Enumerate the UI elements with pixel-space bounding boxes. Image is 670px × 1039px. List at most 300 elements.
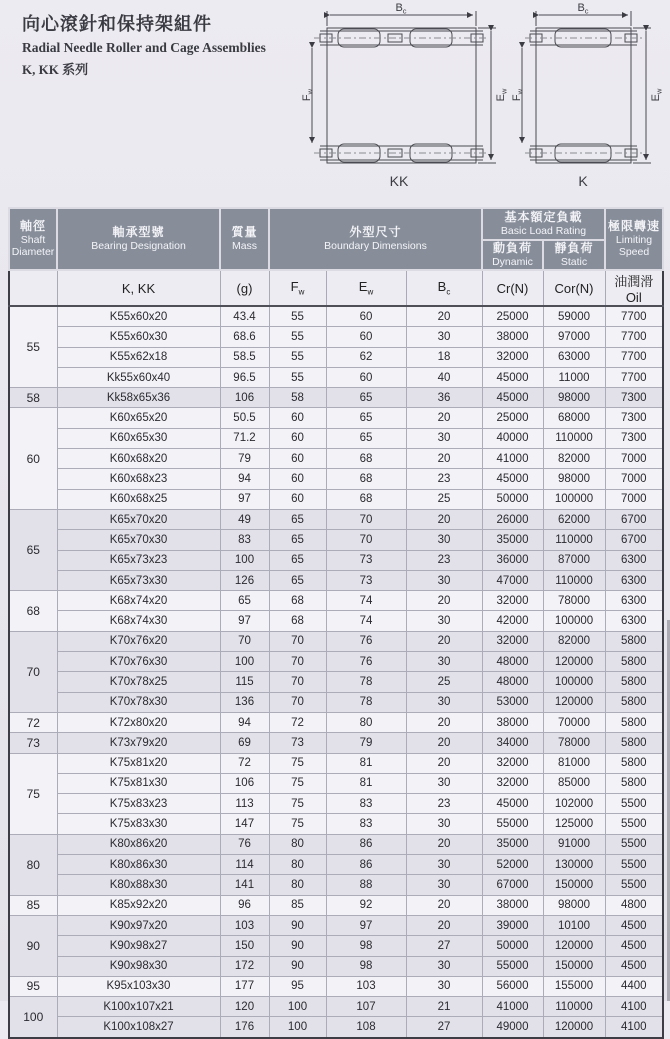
cell-bc: 20 (406, 449, 482, 469)
cell-fw: 55 (269, 327, 326, 347)
cell-designation: K75x81x30 (57, 773, 220, 793)
cell-cr: 40000 (482, 428, 543, 448)
cell-mass: 126 (220, 570, 269, 590)
cell-cr: 38000 (482, 327, 543, 347)
cell-fw: 70 (269, 672, 326, 692)
cell-cor: 120000 (543, 936, 605, 956)
cell-cr: 49000 (482, 1017, 543, 1038)
table-row (9, 672, 663, 692)
cell-ew: 108 (326, 1017, 406, 1038)
cell-ew: 78 (326, 672, 406, 692)
cell-bc: 20 (406, 753, 482, 773)
cell-designation: K55x60x20 (57, 306, 220, 327)
cell-ew: 98 (326, 956, 406, 976)
table-row (9, 936, 663, 956)
cell-designation: K90x98x27 (57, 936, 220, 956)
cell-cr: 35000 (482, 834, 543, 854)
cell-ew: 65 (326, 428, 406, 448)
cell-fw: 75 (269, 773, 326, 793)
cell-designation: K55x60x30 (57, 327, 220, 347)
cell-designation: K65x73x30 (57, 570, 220, 590)
cell-mass: 49 (220, 509, 269, 529)
cell-fw: 68 (269, 591, 326, 611)
cell-bc: 25 (406, 672, 482, 692)
cell-cor: 130000 (543, 855, 605, 875)
cell-fw: 65 (269, 570, 326, 590)
cell-cr: 55000 (482, 956, 543, 976)
page-title: 向心滾針和保持架組件 (22, 14, 212, 34)
cell-cr: 32000 (482, 631, 543, 651)
cell-ew: 74 (326, 611, 406, 631)
cell-bc: 30 (406, 692, 482, 712)
cell-fw: 80 (269, 875, 326, 895)
cell-designation: K65x73x23 (57, 550, 220, 570)
cell-speed: 7000 (605, 469, 663, 489)
cell-designation: K70x76x30 (57, 652, 220, 672)
table-row (9, 550, 663, 570)
table-row (9, 915, 663, 935)
cell-cr: 56000 (482, 976, 543, 996)
cell-cr: 32000 (482, 773, 543, 793)
table-row (9, 530, 663, 550)
cell-ew: 68 (326, 449, 406, 469)
header-bearing-designation: 軸承型號 Bearing Designation (57, 208, 220, 270)
cell-mass: 115 (220, 672, 269, 692)
cell-bc: 20 (406, 631, 482, 651)
cell-shaft-diameter: 58 (9, 388, 57, 408)
cell-bc: 20 (406, 509, 482, 529)
cell-mass: 150 (220, 936, 269, 956)
cell-speed: 5500 (605, 875, 663, 895)
cell-cr: 48000 (482, 652, 543, 672)
cell-designation: K65x70x20 (57, 509, 220, 529)
cell-mass: 71.2 (220, 428, 269, 448)
cell-designation: K75x83x30 (57, 814, 220, 834)
cell-cor: 98000 (543, 469, 605, 489)
cell-mass: 100 (220, 652, 269, 672)
cell-speed: 5500 (605, 794, 663, 814)
table-row (9, 509, 663, 529)
cell-mass: 136 (220, 692, 269, 712)
cell-ew: 74 (326, 591, 406, 611)
cell-cor: 62000 (543, 509, 605, 529)
cell-bc: 20 (406, 306, 482, 327)
cell-ew: 92 (326, 895, 406, 915)
subheader-cor: Cor(N) (543, 270, 605, 306)
table-row (9, 489, 663, 509)
cell-speed: 4100 (605, 997, 663, 1017)
cell-mass: 97 (220, 611, 269, 631)
cell-ew: 81 (326, 753, 406, 773)
cell-speed: 7700 (605, 367, 663, 387)
cell-mass: 114 (220, 855, 269, 875)
cell-designation: K68x74x30 (57, 611, 220, 631)
cell-fw: 90 (269, 956, 326, 976)
table-row (9, 895, 663, 915)
cell-mass: 106 (220, 773, 269, 793)
cell-cr: 53000 (482, 692, 543, 712)
table-row (9, 753, 663, 773)
cell-cor: 98000 (543, 388, 605, 408)
cell-speed: 5800 (605, 672, 663, 692)
cell-mass: 70 (220, 631, 269, 651)
table-row (9, 692, 663, 712)
cell-cor: 82000 (543, 449, 605, 469)
cell-speed: 4500 (605, 915, 663, 935)
cell-fw: 60 (269, 428, 326, 448)
cell-designation: K68x74x20 (57, 591, 220, 611)
cell-speed: 5800 (605, 733, 663, 753)
cell-bc: 30 (406, 652, 482, 672)
cell-ew: 86 (326, 855, 406, 875)
cell-designation: K70x78x25 (57, 672, 220, 692)
table-row (9, 855, 663, 875)
cell-fw: 58 (269, 388, 326, 408)
cell-ew: 65 (326, 388, 406, 408)
table-row (9, 469, 663, 489)
cell-bc: 20 (406, 733, 482, 753)
cell-designation: K60x68x20 (57, 449, 220, 469)
cell-cor: 63000 (543, 347, 605, 367)
cell-speed: 4800 (605, 895, 663, 915)
header-shaft-diameter: 軸徑 Shaft Diameter (9, 208, 57, 270)
cell-bc: 30 (406, 570, 482, 590)
cell-speed: 5500 (605, 814, 663, 834)
cell-speed: 6700 (605, 509, 663, 529)
table-row (9, 449, 663, 469)
subheader-series: K, KK (57, 270, 220, 306)
subheader-bc: $B_c$ (406, 270, 482, 306)
cell-bc: 20 (406, 712, 482, 732)
cell-designation: K73x79x20 (57, 733, 220, 753)
cell-ew: 83 (326, 814, 406, 834)
cell-ew: 80 (326, 712, 406, 732)
cell-cr: 32000 (482, 591, 543, 611)
cell-cr: 32000 (482, 347, 543, 367)
table-row (9, 814, 663, 834)
table-row (9, 834, 663, 854)
subheader-mass-unit: (g) (220, 270, 269, 306)
table-row (9, 794, 663, 814)
cell-ew: 73 (326, 570, 406, 590)
cell-cor: 85000 (543, 773, 605, 793)
cell-fw: 100 (269, 997, 326, 1017)
cell-mass: 79 (220, 449, 269, 469)
table-row (9, 367, 663, 387)
cell-fw: 60 (269, 469, 326, 489)
cell-speed: 5800 (605, 631, 663, 651)
cell-bc: 23 (406, 794, 482, 814)
table-row (9, 631, 663, 651)
table-row (9, 997, 663, 1017)
cell-designation: K60x68x25 (57, 489, 220, 509)
cell-speed: 6700 (605, 530, 663, 550)
cell-bc: 30 (406, 530, 482, 550)
table-row (9, 1017, 663, 1038)
cell-cor: 10100 (543, 915, 605, 935)
cell-cor: 150000 (543, 956, 605, 976)
cell-fw: 80 (269, 834, 326, 854)
cell-mass: 172 (220, 956, 269, 976)
cell-ew: 70 (326, 530, 406, 550)
cell-cor: 110000 (543, 530, 605, 550)
k-diagram (522, 11, 651, 163)
cell-shaft-diameter: 68 (9, 591, 57, 632)
cell-bc: 20 (406, 408, 482, 428)
table-row (9, 976, 663, 996)
cell-designation: K90x98x30 (57, 956, 220, 976)
table-row (9, 733, 663, 753)
cell-mass: 97 (220, 489, 269, 509)
cell-speed: 7700 (605, 327, 663, 347)
cell-cr: 41000 (482, 449, 543, 469)
cell-ew: 60 (326, 367, 406, 387)
cell-cor: 155000 (543, 976, 605, 996)
cell-bc: 30 (406, 327, 482, 347)
cell-mass: 68.6 (220, 327, 269, 347)
header-boundary-dimensions: 外型尺寸 Boundary Dimensions (269, 208, 482, 270)
cell-bc: 18 (406, 347, 482, 367)
cell-cor: 81000 (543, 753, 605, 773)
cell-ew: 86 (326, 834, 406, 854)
table-row (9, 712, 663, 732)
cell-cor: 120000 (543, 692, 605, 712)
cell-speed: 7300 (605, 388, 663, 408)
bearing-diagrams (300, 0, 670, 200)
cell-ew: 83 (326, 794, 406, 814)
cell-shaft-diameter: 95 (9, 976, 57, 996)
cell-designation: K80x88x30 (57, 875, 220, 895)
series-label: K, KK 系列 (22, 62, 89, 77)
cell-cr: 45000 (482, 388, 543, 408)
cell-speed: 6300 (605, 550, 663, 570)
table-row (9, 388, 663, 408)
cell-cr: 55000 (482, 814, 543, 834)
cell-cor: 110000 (543, 997, 605, 1017)
cell-speed: 4400 (605, 976, 663, 996)
cell-fw: 65 (269, 530, 326, 550)
k-diagram-label: K (578, 173, 588, 189)
cell-fw: 75 (269, 794, 326, 814)
cell-mass: 83 (220, 530, 269, 550)
cell-cr: 39000 (482, 915, 543, 935)
cell-speed: 5500 (605, 855, 663, 875)
table-row (9, 956, 663, 976)
cell-cor: 120000 (543, 1017, 605, 1038)
cell-ew: 65 (326, 408, 406, 428)
cell-mass: 141 (220, 875, 269, 895)
cell-cr: 32000 (482, 753, 543, 773)
cell-ew: 103 (326, 976, 406, 996)
cell-fw: 85 (269, 895, 326, 915)
kk-dim-fw-label: $F_w$ (301, 88, 315, 102)
table-row (9, 428, 663, 448)
cell-ew: 81 (326, 773, 406, 793)
cell-speed: 4500 (605, 936, 663, 956)
cell-cor: 78000 (543, 591, 605, 611)
table-row (9, 591, 663, 611)
header-basic-load-rating: 基本額定負載 Basic Load Rating (482, 208, 605, 240)
cell-designation: K85x92x20 (57, 895, 220, 915)
table-row (9, 570, 663, 590)
cell-designation: K95x103x30 (57, 976, 220, 996)
cell-fw: 65 (269, 550, 326, 570)
table-row (9, 875, 663, 895)
cell-bc: 20 (406, 915, 482, 935)
cell-cr: 36000 (482, 550, 543, 570)
cell-bc: 23 (406, 469, 482, 489)
cell-ew: 68 (326, 489, 406, 509)
table-row (9, 652, 663, 672)
cell-ew: 76 (326, 631, 406, 651)
cell-ew: 107 (326, 997, 406, 1017)
cell-bc: 25 (406, 489, 482, 509)
cell-fw: 55 (269, 347, 326, 367)
cell-speed: 5500 (605, 834, 663, 854)
cell-cor: 150000 (543, 875, 605, 895)
cell-fw: 75 (269, 753, 326, 773)
cell-fw: 90 (269, 915, 326, 935)
cell-speed: 6300 (605, 591, 663, 611)
cell-shaft-diameter: 75 (9, 753, 57, 834)
cell-cr: 52000 (482, 855, 543, 875)
cell-fw: 70 (269, 692, 326, 712)
cell-cr: 42000 (482, 611, 543, 631)
cell-mass: 147 (220, 814, 269, 834)
subheader-shaft-blank (9, 270, 57, 306)
cell-ew: 60 (326, 327, 406, 347)
cell-ew: 68 (326, 469, 406, 489)
cell-mass: 103 (220, 915, 269, 935)
cell-speed: 7700 (605, 306, 663, 327)
cell-cr: 34000 (482, 733, 543, 753)
cell-shaft-diameter: 85 (9, 895, 57, 915)
header-dynamic-load: 動負荷 Dynamic (482, 240, 543, 270)
cell-cor: 87000 (543, 550, 605, 570)
cell-mass: 106 (220, 388, 269, 408)
cell-mass: 177 (220, 976, 269, 996)
kk-diagram (312, 11, 496, 163)
cell-cor: 125000 (543, 814, 605, 834)
table-row (9, 408, 663, 428)
subheader-cr: Cr(N) (482, 270, 543, 306)
cell-bc: 30 (406, 611, 482, 631)
cell-mass: 94 (220, 712, 269, 732)
cell-bc: 30 (406, 428, 482, 448)
cell-speed: 7000 (605, 489, 663, 509)
kk-diagram-label: KK (389, 173, 409, 189)
cell-fw: 70 (269, 631, 326, 651)
cell-mass: 58.5 (220, 347, 269, 367)
cell-designation: K90x97x20 (57, 915, 220, 935)
cell-bc: 30 (406, 976, 482, 996)
cell-cr: 50000 (482, 489, 543, 509)
cell-shaft-diameter: 70 (9, 631, 57, 712)
cell-cor: 110000 (543, 570, 605, 590)
cell-speed: 4500 (605, 956, 663, 976)
table-row (9, 773, 663, 793)
cell-mass: 96 (220, 895, 269, 915)
table-row (9, 611, 663, 631)
cell-cr: 48000 (482, 672, 543, 692)
kk-dim-ew-label: $E_w$ (495, 88, 509, 102)
cell-fw: 60 (269, 449, 326, 469)
cell-speed: 5800 (605, 692, 663, 712)
cell-ew: 98 (326, 936, 406, 956)
cell-cor: 97000 (543, 327, 605, 347)
cell-speed: 7300 (605, 428, 663, 448)
cell-ew: 73 (326, 550, 406, 570)
cell-cor: 98000 (543, 895, 605, 915)
cell-speed: 5800 (605, 652, 663, 672)
cell-cr: 25000 (482, 306, 543, 327)
cell-designation: K60x65x20 (57, 408, 220, 428)
cell-cor: 102000 (543, 794, 605, 814)
cell-shaft-diameter: 65 (9, 509, 57, 590)
page-title-english: Radial Needle Roller and Cage Assemblies (22, 40, 266, 55)
cell-mass: 120 (220, 997, 269, 1017)
cell-fw: 60 (269, 408, 326, 428)
cell-cor: 120000 (543, 652, 605, 672)
cell-fw: 90 (269, 936, 326, 956)
cell-cr: 45000 (482, 469, 543, 489)
header-mass: 質量 Mass (220, 208, 269, 270)
cell-ew: 60 (326, 306, 406, 327)
cell-cr: 25000 (482, 408, 543, 428)
header-static-load: 靜負荷 Static (543, 240, 605, 270)
cell-mass: 100 (220, 550, 269, 570)
cell-bc: 20 (406, 834, 482, 854)
cell-fw: 60 (269, 489, 326, 509)
cell-bc: 30 (406, 814, 482, 834)
cell-speed: 7700 (605, 347, 663, 367)
cell-mass: 76 (220, 834, 269, 854)
subheader-oil: 油潤滑 Oil (605, 270, 663, 306)
cell-cor: 91000 (543, 834, 605, 854)
title-block (22, 10, 266, 78)
cell-designation: K75x83x23 (57, 794, 220, 814)
cell-speed: 5800 (605, 753, 663, 773)
cell-speed: 5800 (605, 773, 663, 793)
cell-cr: 45000 (482, 367, 543, 387)
cell-cor: 100000 (543, 672, 605, 692)
cell-bc: 36 (406, 388, 482, 408)
cell-ew: 76 (326, 652, 406, 672)
cell-cr: 26000 (482, 509, 543, 529)
k-dim-bc-label: $B_c$ (577, 2, 589, 16)
cell-ew: 78 (326, 692, 406, 712)
cell-cor: 70000 (543, 712, 605, 732)
cell-cr: 50000 (482, 936, 543, 956)
cell-designation: K100x107x21 (57, 997, 220, 1017)
cell-fw: 80 (269, 855, 326, 875)
cell-speed: 4100 (605, 1017, 663, 1038)
cell-designation: K80x86x20 (57, 834, 220, 854)
cell-bc: 30 (406, 956, 482, 976)
cell-mass: 113 (220, 794, 269, 814)
cell-shaft-diameter: 73 (9, 733, 57, 753)
bearing-cross-section-drawing (300, 0, 670, 200)
header-limiting-speed: 極限轉速 Limiting Speed (605, 208, 663, 270)
kk-dim-bc-label: $B_c$ (395, 2, 407, 16)
cell-cr: 38000 (482, 712, 543, 732)
cell-designation: Kk55x60x40 (57, 367, 220, 387)
table-row (9, 347, 663, 367)
cell-ew: 97 (326, 915, 406, 935)
cell-designation: K100x108x27 (57, 1017, 220, 1038)
cell-designation: K60x68x23 (57, 469, 220, 489)
cell-cor: 100000 (543, 489, 605, 509)
